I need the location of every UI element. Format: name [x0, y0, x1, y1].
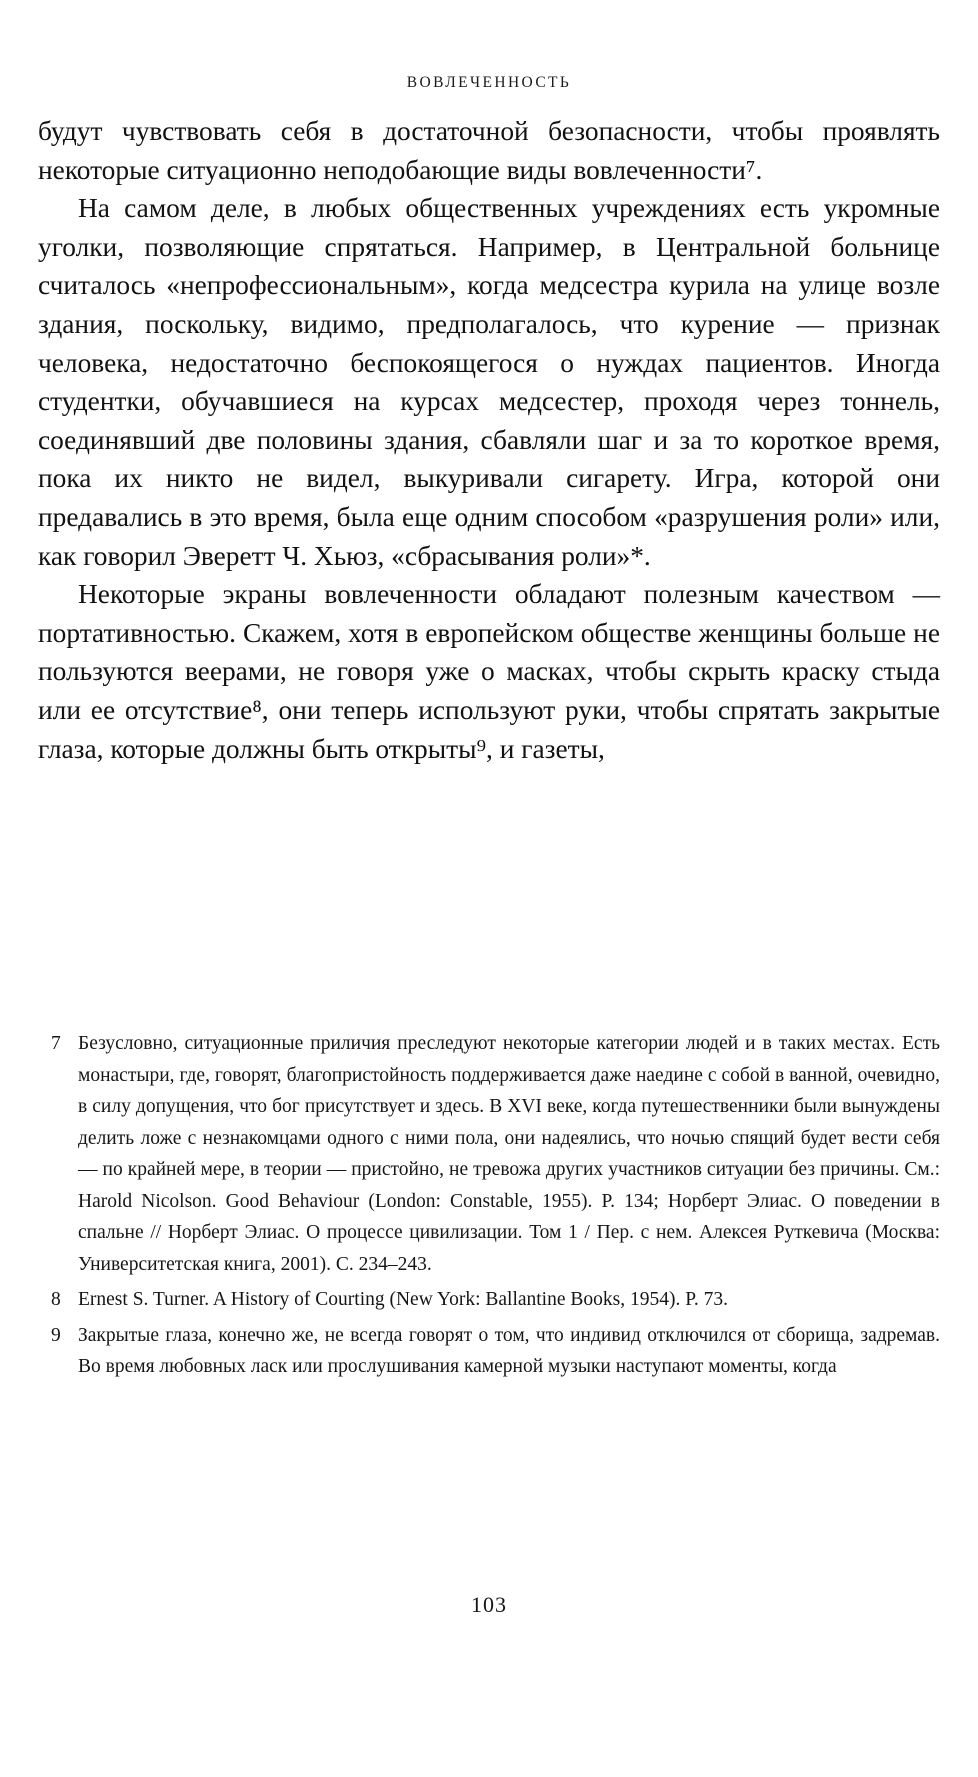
footnote-number: 8: [51, 1289, 61, 1310]
footnote-text: Безусловно, ситуационные приличия преследуют некоторые категории людей и в таких местах. Есть монастыри, где, говорят, благопристойность поддерживается даже наедине с собой в ванной, очевидно, в силу допущения, что бог присутствует и здесь. В XVI веке, когда путешественники были вынуждены делить ложе с незнакомцами одного с ними пола, они надеялись, что ночью спящий будет вести себя — по крайней мере, в теории — пристойно, не тревожа других участников ситуации без причины. См.: Harold Nicolson. Good Behaviour (London: Constable, 1955). P. 134; Норберт Элиас. О поведении в спальне // Норберт Элиас. О процессе цивилизации. Том 1 / Пер. с нем. Алексея Руткевича (Москва: Университетская книга, 2001). С. 234–243.: [78, 1033, 940, 1275]
footnote-item: [38, 1284, 940, 1316]
footnote-item: [38, 1320, 940, 1383]
running-head: ВОВЛЕЧЕННОСТЬ: [406, 74, 572, 91]
paragraph: будут чувствовать себя в достаточной безопасности, чтобы проявлять некоторые ситуационно неподобающие виды вовлеченности⁷.: [38, 116, 940, 185]
paragraph: Некоторые экраны вовлеченности обладают полезным качеством — портативностью. Скажем, хотя в европейском обществе женщины больше не пользуются веерами, не говоря уже о масках, чтобы скрыть краску стыда или ее отсутствие⁸, они теперь используют руки, чтобы спрятать закрытые глаза, которые должны быть открыты⁹, и газеты,: [38, 579, 940, 764]
page-number: 103: [471, 1592, 507, 1617]
footnotes: [38, 1028, 940, 1387]
paragraph: На самом деле, в любых общественных учреждениях есть укромные уголки, позволяющие спрятаться. Например, в Центральной больнице считалось «непрофессиональным», когда медсестра курила на улице возле здания, поскольку, видимо, предполагалось, что курение — признак человека, недостаточно беспокоящегося о нуждах пациентов. Иногда студентки, обучавшиеся на курсах медсестер, проходя через тоннель, соединявший две половины здания, сбавляли шаг и за то короткое время, пока их никто не видел, выкуривали сигарету. Игра, которой они предавались в это время, была еще одним способом «разрушения роли» или, как говорил Эверетт Ч. Хьюз, «сбрасывания роли»*.: [38, 193, 940, 571]
footnote-text: Закрытые глаза, конечно же, не всегда говорят о том, что индивид отключился от сборища, задремав. Во время любовных ласк или прослушивания камерной музыки наступают моменты, когда: [78, 1324, 940, 1377]
footnote-number: 7: [51, 1033, 61, 1054]
body-text: [38, 112, 940, 768]
footnote-text: Ernest S. Turner. A History of Courting (New York: Ballantine Books, 1954). P. 73.: [78, 1289, 729, 1310]
footnote-item: [38, 1028, 940, 1280]
footnote-number: 9: [51, 1324, 61, 1346]
